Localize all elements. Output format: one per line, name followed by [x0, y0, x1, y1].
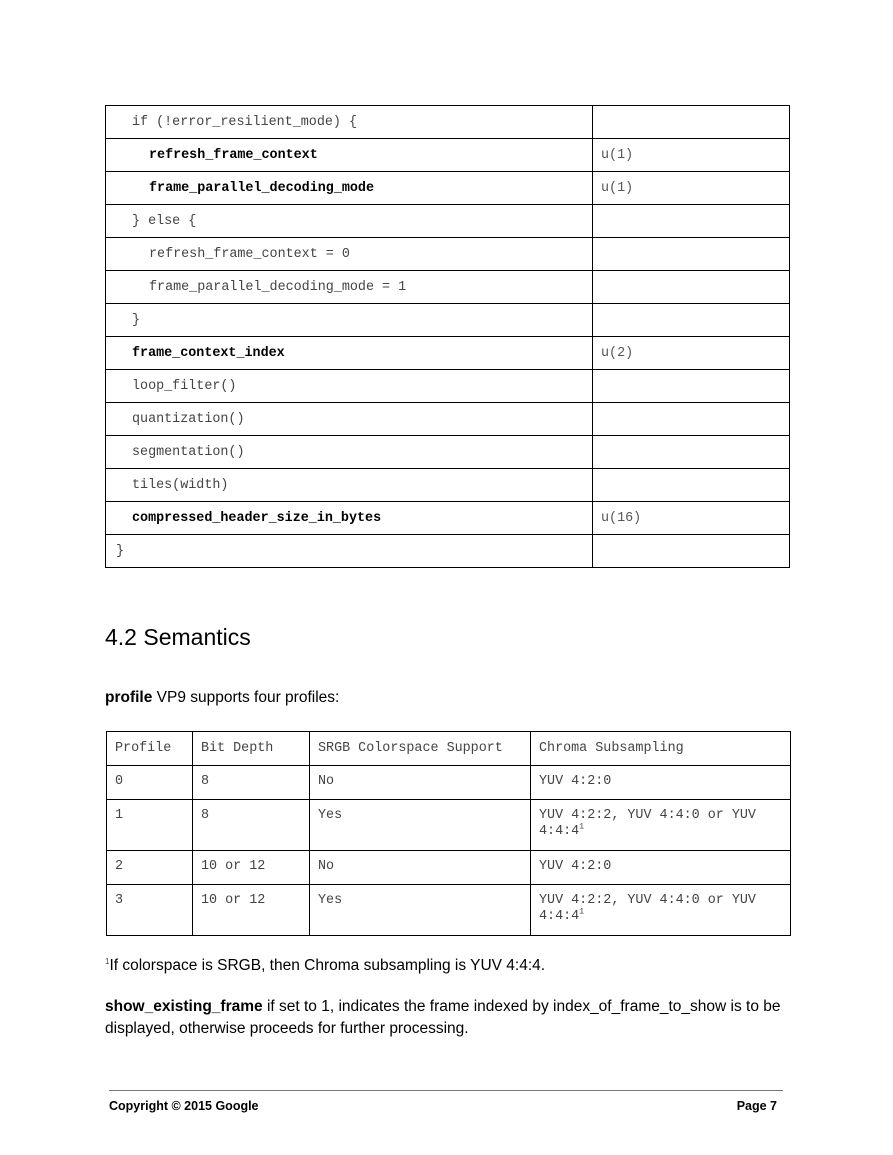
- profile-row: [107, 766, 791, 800]
- footer-copyright: Copyright © 2015 Google: [109, 1099, 259, 1113]
- syntax-row: [106, 238, 790, 271]
- profile-term: profile: [105, 689, 153, 706]
- syntax-row: [106, 172, 790, 205]
- syntax-type-cell: u(1): [593, 139, 790, 172]
- profile-cell-srgb: No: [310, 766, 531, 800]
- profile-cell-bit-depth: 8: [193, 800, 310, 851]
- profile-cell-chroma: [531, 766, 791, 800]
- syntax-code-cell: segmentation(): [106, 436, 593, 469]
- profile-row: [107, 885, 791, 936]
- footnote: [105, 957, 545, 975]
- syntax-row: [106, 370, 790, 403]
- syntax-table: [105, 105, 790, 568]
- header-cell: Profile: [107, 732, 193, 766]
- syntax-code-cell: refresh_frame_context: [106, 139, 593, 172]
- profile-cell-bit-depth: 8: [193, 766, 310, 800]
- chroma-text: YUV 4:2:2, YUV 4:4:0 or YUV 4:4:4: [539, 808, 756, 839]
- profile-cell-profile: 2: [107, 851, 193, 885]
- syntax-code-cell: if (!error_resilient_mode) {: [106, 106, 593, 139]
- syntax-code-cell: }: [106, 304, 593, 337]
- footnote-ref: 1: [579, 907, 584, 917]
- syntax-type-cell: [593, 205, 790, 238]
- syntax-type-cell: u(2): [593, 337, 790, 370]
- syntax-type-cell: [593, 370, 790, 403]
- profile-table: [106, 731, 791, 936]
- syntax-code-cell: tiles(width): [106, 469, 593, 502]
- syntax-row: [106, 304, 790, 337]
- syntax-row: [106, 337, 790, 370]
- show-existing-frame-term: show_existing_frame: [105, 998, 263, 1015]
- profile-description: VP9 supports four profiles:: [152, 689, 340, 706]
- syntax-type-cell: [593, 238, 790, 271]
- profile-cell-bit-depth: 10 or 12: [193, 885, 310, 936]
- profile-cell-chroma: [531, 885, 791, 936]
- syntax-code-cell: frame_parallel_decoding_mode: [106, 172, 593, 205]
- footer-divider: [109, 1090, 783, 1091]
- profile-cell-srgb: Yes: [310, 885, 531, 936]
- syntax-code-cell: frame_context_index: [106, 337, 593, 370]
- header-cell: Chroma Subsampling: [531, 732, 791, 766]
- syntax-type-cell: u(1): [593, 172, 790, 205]
- syntax-type-cell: [593, 403, 790, 436]
- syntax-row: [106, 502, 790, 535]
- syntax-row: [106, 106, 790, 139]
- profile-cell-srgb: No: [310, 851, 531, 885]
- footer-page-number: Page 7: [736, 1099, 777, 1113]
- syntax-row: [106, 403, 790, 436]
- section-title: 4.2 Semantics: [105, 624, 251, 650]
- profile-cell-chroma: [531, 800, 791, 851]
- profile-cell-profile: 0: [107, 766, 193, 800]
- syntax-row: [106, 469, 790, 502]
- profile-cell-bit-depth: 10 or 12: [193, 851, 310, 885]
- syntax-code-cell: }: [106, 535, 593, 568]
- syntax-code-cell: refresh_frame_context = 0: [106, 238, 593, 271]
- syntax-code-cell: } else {: [106, 205, 593, 238]
- header-cell: Bit Depth: [193, 732, 310, 766]
- syntax-row: [106, 436, 790, 469]
- syntax-code-cell: quantization(): [106, 403, 593, 436]
- syntax-row: [106, 205, 790, 238]
- footnote-text: If colorspace is SRGB, then Chroma subsampling is YUV 4:4:4.: [109, 957, 546, 975]
- syntax-type-cell: [593, 469, 790, 502]
- profile-cell-profile: 1: [107, 800, 193, 851]
- footnote-ref: 1: [579, 822, 584, 832]
- footnote-mark: 1: [105, 957, 110, 966]
- profile-table-header-row: [107, 732, 791, 766]
- show-existing-frame-description: if set to 1, indicates the frame indexed by index_of_frame_to_show is to be displayed, otherwise proceeds for further processing.: [105, 998, 781, 1037]
- profile-paragraph: [105, 689, 339, 707]
- syntax-type-cell: u(16): [593, 502, 790, 535]
- profile-cell-srgb: Yes: [310, 800, 531, 851]
- syntax-type-cell: [593, 436, 790, 469]
- syntax-row: [106, 139, 790, 172]
- syntax-code-cell: compressed_header_size_in_bytes: [106, 502, 593, 535]
- show-existing-frame-paragraph: [105, 996, 795, 1040]
- syntax-type-cell: [593, 535, 790, 568]
- syntax-row: [106, 271, 790, 304]
- profile-cell-profile: 3: [107, 885, 193, 936]
- chroma-text: YUV 4:2:2, YUV 4:4:0 or YUV 4:4:4: [539, 893, 756, 924]
- chroma-text: YUV 4:2:0: [539, 859, 612, 874]
- syntax-type-cell: [593, 271, 790, 304]
- syntax-code-cell: frame_parallel_decoding_mode = 1: [106, 271, 593, 304]
- syntax-type-cell: [593, 106, 790, 139]
- syntax-code-cell: loop_filter(): [106, 370, 593, 403]
- syntax-type-cell: [593, 304, 790, 337]
- profile-row: [107, 851, 791, 885]
- header-cell: SRGB Colorspace Support: [310, 732, 531, 766]
- chroma-text: YUV 4:2:0: [539, 774, 612, 789]
- syntax-row: [106, 535, 790, 568]
- profile-row: [107, 800, 791, 851]
- profile-cell-chroma: [531, 851, 791, 885]
